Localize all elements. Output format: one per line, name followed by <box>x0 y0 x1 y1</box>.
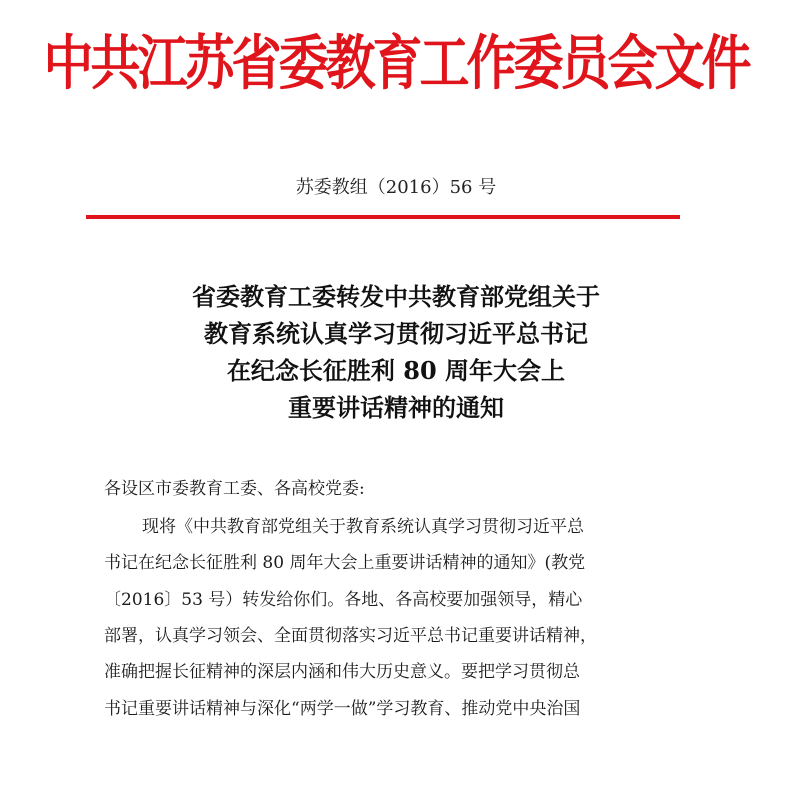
title-line: 省委教育工委转发中共教育部党组关于 <box>192 282 600 311</box>
document-number: 苏委教组（2016）56 号 <box>295 177 497 198</box>
title-line: 教育系统认真学习贯彻习近平总书记 <box>204 319 588 348</box>
document-masthead: 中共江苏省委教育工作委员会文件 <box>43 29 749 98</box>
paragraph-line: 准确把握长征精神的深层内涵和伟大历史意义。要把学习贯彻总 <box>104 662 580 682</box>
document-title <box>0 278 792 426</box>
red-separator-line <box>86 215 680 219</box>
title-line: 在纪念长征胜利 80 周年大会上 <box>226 356 566 385</box>
paragraph-line: 现将《中共教育部党组关于教育系统认真学习贯彻习近平总 <box>142 517 584 537</box>
paragraph-line: 书记在纪念长征胜利 80 周年大会上重要讲话精神的通知》(教党 <box>104 553 586 573</box>
salutation: 各设区市委教育工委、各高校党委: <box>104 479 365 499</box>
paragraph-line: 书记重要讲话精神与深化“两学一做”学习教育、推动党中央治国 <box>104 699 581 719</box>
paragraph-line: 〔2016〕53 号）转发给你们。各地、各高校要加强领导，精心 <box>104 590 583 610</box>
paragraph-line: 部署，认真学习领会、全面贯彻落实习近平总书记重要讲话精神， <box>104 626 597 646</box>
title-line: 重要讲话精神的通知 <box>288 393 504 422</box>
